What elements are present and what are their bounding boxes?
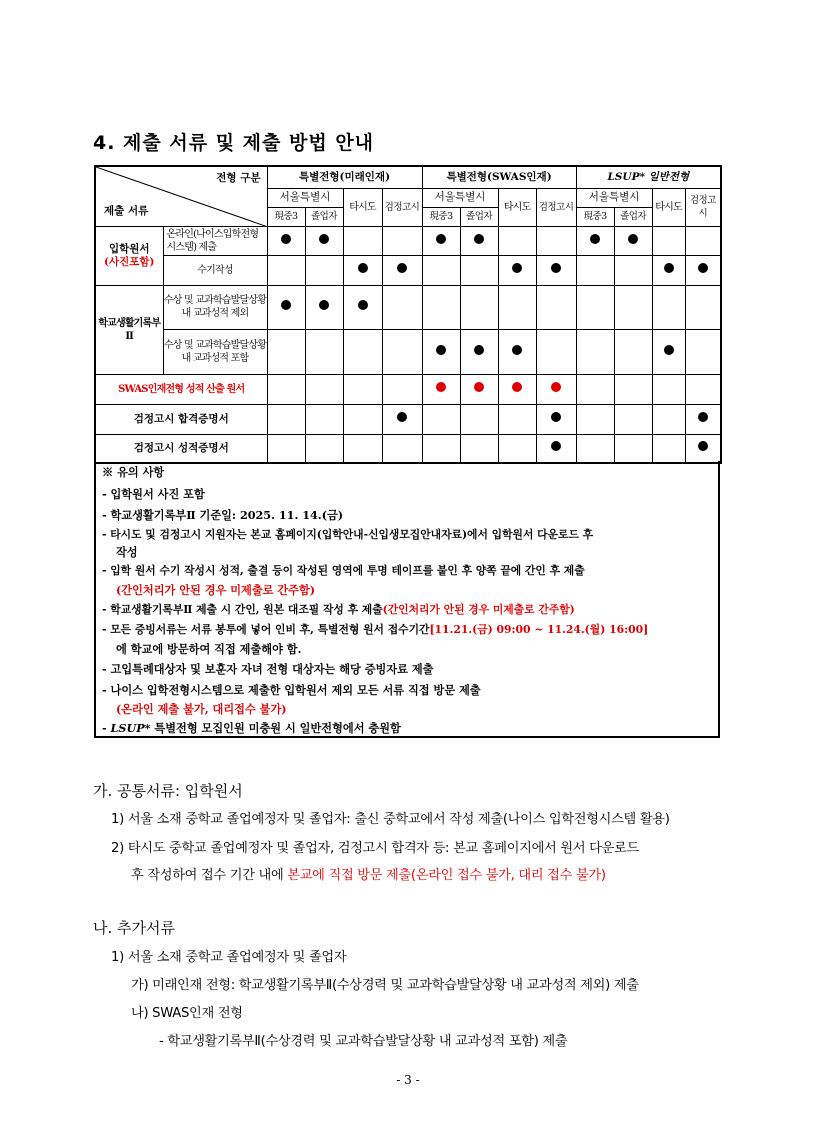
seoul-header: 서울특별시 (267, 188, 343, 207)
note-6-text: - 모든 증빙서류는 서류 봉투에 넣어 인비 후, 특별전형 원서 접수기간 (102, 623, 430, 636)
mark-cell-online-6 (498, 226, 536, 255)
mark-cell-excl-4 (422, 285, 460, 329)
sub-incl: 수상 및 교과학습발달상황 내 교과성적 포함 (163, 329, 267, 374)
mark-cell-swas-1 (305, 374, 343, 404)
col-other-province: 타시도 (498, 188, 536, 226)
mark-cell-manual-5 (460, 255, 498, 285)
sec1-line-3-text: 후 작성하여 접수 기간 내에 (131, 868, 288, 883)
note-9-text: 특별전형 모집인원 미충원 시 일반전형에서 충원함 (150, 721, 401, 735)
col-ged: 검정고시 (536, 188, 576, 226)
bullet-mark-icon (551, 412, 561, 422)
admission-photo-label: (사진포함) (103, 255, 155, 268)
mark-cell-incl-7 (536, 329, 576, 374)
bullet-mark-icon (474, 234, 484, 244)
mark-cell-incl-8 (576, 329, 614, 374)
mark-cell-grade-5 (460, 434, 498, 463)
sub-online: 온라인(나이스입학전형시스템) 제출 (163, 226, 267, 255)
mark-cell-swas-7 (536, 374, 576, 404)
mark-cell-pass-1 (305, 404, 343, 434)
mark-cell-online-1 (305, 226, 343, 255)
mark-cell-manual-4 (422, 255, 460, 285)
bullet-mark-icon (358, 300, 368, 310)
bullet-mark-icon (551, 263, 561, 273)
row-swas-form: SWAS인재전형 성적 산출 원서 (95, 374, 267, 404)
bullet-mark-icon (474, 345, 484, 355)
sec2-line-4: - 학교생활기록부Ⅱ(수상경력 및 교과학습발달상황 내 교과성적 포함) 제출 (159, 1034, 568, 1049)
bullet-mark-icon (512, 345, 522, 355)
mark-cell-excl-9 (614, 285, 652, 329)
note-2: - 학교생활기록부Ⅱ 기준일: 2025. 11. 14.(금) (102, 508, 344, 522)
col-ged: 검정고시 (382, 188, 422, 226)
mark-cell-manual-3 (382, 255, 422, 285)
col-grade3: 現중3 (267, 207, 305, 226)
mark-cell-swas-3 (382, 374, 422, 404)
header-docs-label: 제출 서류 (104, 204, 149, 217)
section-common-title: 가. 공통서류: 입학원서 (93, 782, 243, 800)
col-graduate: 졸업자 (305, 207, 343, 226)
note-5-text: - 학교생활기록부Ⅱ 제출 시 간인, 원본 대조필 작성 후 제출 (102, 603, 383, 616)
bullet-mark-icon (319, 234, 329, 244)
bullet-mark-icon (551, 441, 561, 451)
mark-cell-pass-6 (498, 404, 536, 434)
note-6 (102, 622, 648, 637)
mark-cell-online-4 (422, 226, 460, 255)
mark-cell-manual-1 (305, 255, 343, 285)
mark-cell-manual-10 (652, 255, 685, 285)
mark-cell-excl-11 (685, 285, 721, 329)
mark-cell-online-3 (382, 226, 422, 255)
mark-cell-manual-7 (536, 255, 576, 285)
notes-heading: ※ 유의 사항 (102, 465, 165, 479)
mark-cell-pass-0 (267, 404, 305, 434)
note-9 (102, 720, 401, 736)
mark-cell-grade-9 (614, 434, 652, 463)
mark-cell-online-11 (685, 226, 721, 255)
page-title: 4. 제출 서류 및 제출 방법 안내 (93, 132, 375, 154)
mark-cell-grade-10 (652, 434, 685, 463)
mark-cell-grade-6 (498, 434, 536, 463)
bullet-mark-icon (628, 234, 638, 244)
mark-cell-online-10 (652, 226, 685, 255)
note-5-red: (간인처리가 안된 경우 미제출로 간주함) (382, 603, 575, 616)
sec2-line-3: 나) SWAS인재 전형 (131, 1006, 243, 1021)
mark-cell-swas-6 (498, 374, 536, 404)
seoul-header: 서울특별시 (576, 188, 652, 207)
mark-cell-incl-1 (305, 329, 343, 374)
bullet-mark-icon (397, 263, 407, 273)
mark-cell-pass-5 (460, 404, 498, 434)
mark-cell-swas-8 (576, 374, 614, 404)
seoul-header: 서울특별시 (422, 188, 498, 207)
mark-cell-excl-1 (305, 285, 343, 329)
group-header-general-text: LSUP* 일반전형 (607, 170, 690, 183)
note-9-dash: - (102, 721, 111, 735)
bullet-mark-icon (590, 234, 600, 244)
page-number: - 3 - (396, 1073, 420, 1087)
mark-cell-excl-6 (498, 285, 536, 329)
mark-cell-excl-7 (536, 285, 576, 329)
mark-cell-incl-9 (614, 329, 652, 374)
mark-cell-manual-2 (343, 255, 382, 285)
note-8: - 나이스 입학전형시스템으로 제출한 입학원서 제외 모든 서류 직접 방문 제출 (102, 683, 481, 697)
mark-cell-manual-6 (498, 255, 536, 285)
mark-cell-manual-11 (685, 255, 721, 285)
sec2-line-2: 가) 미래인재 전형: 학교생활기록부Ⅱ(수상경력 및 교과학습발달상황 내 교과성적 제외) 제출 (131, 978, 639, 993)
mark-cell-grade-11 (685, 434, 721, 463)
mark-cell-excl-3 (382, 285, 422, 329)
bullet-mark-icon (664, 263, 674, 273)
mark-cell-pass-3 (382, 404, 422, 434)
bullet-mark-icon (512, 382, 522, 392)
col-other-province: 타시도 (343, 188, 382, 226)
mark-cell-pass-4 (422, 404, 460, 434)
section-additional-title: 나. 추가서류 (93, 919, 175, 937)
mark-cell-pass-7 (536, 404, 576, 434)
note-6-cont: 에 학교에 방문하여 직접 제출해야 함. (116, 642, 302, 656)
mark-cell-incl-6 (498, 329, 536, 374)
bullet-mark-icon (698, 412, 708, 422)
col-grade3: 現중3 (422, 207, 460, 226)
bullet-mark-icon (664, 345, 674, 355)
row-school-record: 학교생활기록부Ⅱ (95, 285, 163, 374)
col-ged: 검정고시 (685, 188, 721, 226)
bullet-mark-icon (319, 300, 329, 310)
note-1: - 입학원서 사진 포함 (102, 487, 205, 501)
sec1-line-3-red: 본교에 직접 방문 제출(온라인 접수 불가, 대리 접수 불가) (287, 868, 606, 883)
mark-cell-grade-1 (305, 434, 343, 463)
mark-cell-excl-2 (343, 285, 382, 329)
header-diagonal-cell (95, 166, 267, 226)
mark-cell-manual-8 (576, 255, 614, 285)
bullet-mark-icon (281, 300, 291, 310)
bullet-mark-icon (698, 441, 708, 451)
group-header-future: 특별전형(미래인재) (267, 166, 422, 188)
note-5 (102, 602, 575, 617)
sec2-line-1: 1) 서울 소재 중학교 졸업예정자 및 졸업자 (111, 950, 347, 965)
sec1-line-3 (131, 864, 606, 883)
bullet-mark-icon (281, 234, 291, 244)
mark-cell-incl-4 (422, 329, 460, 374)
mark-cell-incl-5 (460, 329, 498, 374)
group-header-swas: 특별전형(SWAS인재) (422, 166, 576, 188)
admission-label: 입학원서 (108, 242, 150, 255)
mark-cell-grade-0 (267, 434, 305, 463)
mark-cell-online-5 (460, 226, 498, 255)
mark-cell-excl-0 (267, 285, 305, 329)
col-graduate: 졸업자 (460, 207, 498, 226)
mark-cell-manual-9 (614, 255, 652, 285)
mark-cell-swas-5 (460, 374, 498, 404)
note-8-cont: (온라인 제출 불가, 대리접수 불가) (116, 702, 287, 716)
note-4-cont: (간인처리가 안된 경우 미제출로 간주함) (116, 583, 316, 597)
bullet-mark-icon (512, 263, 522, 273)
mark-cell-pass-9 (614, 404, 652, 434)
sub-manual: 수기작성 (163, 255, 267, 285)
col-graduate: 졸업자 (614, 207, 652, 226)
note-3: - 타시도 및 검정고시 지원자는 본교 홈페이지(입학안내-신입생모집안내자료)에서 입학원서 다운로드 후 (102, 528, 594, 541)
mark-cell-pass-8 (576, 404, 614, 434)
mark-cell-incl-3 (382, 329, 422, 374)
mark-cell-grade-3 (382, 434, 422, 463)
row-admission-form (95, 226, 163, 285)
row-ged-grade: 검정고시 성적증명서 (95, 434, 267, 463)
submission-table (94, 165, 722, 464)
sec1-line-1: 1) 서울 소재 중학교 졸업예정자 및 졸업자: 출신 중학교에서 작성 제출(나이스 입학전형시스템 활용) (111, 812, 670, 827)
mark-cell-incl-11 (685, 329, 721, 374)
group-header-general (576, 166, 721, 188)
sub-excl: 수상 및 교과학습발달상황 내 교과성적 제외 (163, 285, 267, 329)
mark-cell-excl-5 (460, 285, 498, 329)
bullet-mark-icon (397, 412, 407, 422)
mark-cell-pass-10 (652, 404, 685, 434)
bullet-mark-icon (551, 382, 561, 392)
mark-cell-incl-2 (343, 329, 382, 374)
mark-cell-grade-2 (343, 434, 382, 463)
row-ged-pass: 검정고시 합격증명서 (95, 404, 267, 434)
col-grade3: 現중3 (576, 207, 614, 226)
note-6-period: [11.21.(금) 09:00 ~ 11.24.(월) 16:00] (429, 623, 649, 636)
mark-cell-grade-7 (536, 434, 576, 463)
bullet-mark-icon (358, 263, 368, 273)
mark-cell-swas-10 (652, 374, 685, 404)
mark-cell-excl-10 (652, 285, 685, 329)
notes-box (94, 461, 720, 738)
mark-cell-swas-9 (614, 374, 652, 404)
bullet-mark-icon (436, 345, 446, 355)
mark-cell-swas-2 (343, 374, 382, 404)
mark-cell-pass-11 (685, 404, 721, 434)
mark-cell-swas-0 (267, 374, 305, 404)
mark-cell-incl-10 (652, 329, 685, 374)
mark-cell-grade-8 (576, 434, 614, 463)
bullet-mark-icon (436, 234, 446, 244)
mark-cell-swas-11 (685, 374, 721, 404)
note-3-cont: 작성 (116, 545, 138, 559)
mark-cell-online-0 (267, 226, 305, 255)
mark-cell-pass-2 (343, 404, 382, 434)
mark-cell-online-8 (576, 226, 614, 255)
bullet-mark-icon (436, 382, 446, 392)
col-other-province: 타시도 (652, 188, 685, 226)
sec1-line-2: 2) 타시도 중학교 졸업예정자 및 졸업자, 검정고시 합격자 등: 본교 홈페이지에서 원서 다운로드 (111, 841, 639, 856)
mark-cell-swas-4 (422, 374, 460, 404)
mark-cell-online-2 (343, 226, 382, 255)
note-4: - 입학 원서 수기 작성시 성적, 출결 등이 작성된 영역에 투명 테이프를 붙인 후 양쪽 끝에 간인 후 제출 (102, 564, 585, 577)
mark-cell-excl-8 (576, 285, 614, 329)
bullet-mark-icon (474, 382, 484, 392)
note-9-lsup: LSUP* (110, 721, 151, 735)
mark-cell-incl-0 (267, 329, 305, 374)
bullet-mark-icon (698, 263, 708, 273)
mark-cell-online-9 (614, 226, 652, 255)
note-7: - 고입특례대상자 및 보훈자 자녀 전형 대상자는 해당 증빙자료 제출 (102, 662, 434, 676)
mark-cell-manual-0 (267, 255, 305, 285)
mark-cell-grade-4 (422, 434, 460, 463)
mark-cell-online-7 (536, 226, 576, 255)
header-type-label: 전형 구분 (216, 172, 261, 184)
